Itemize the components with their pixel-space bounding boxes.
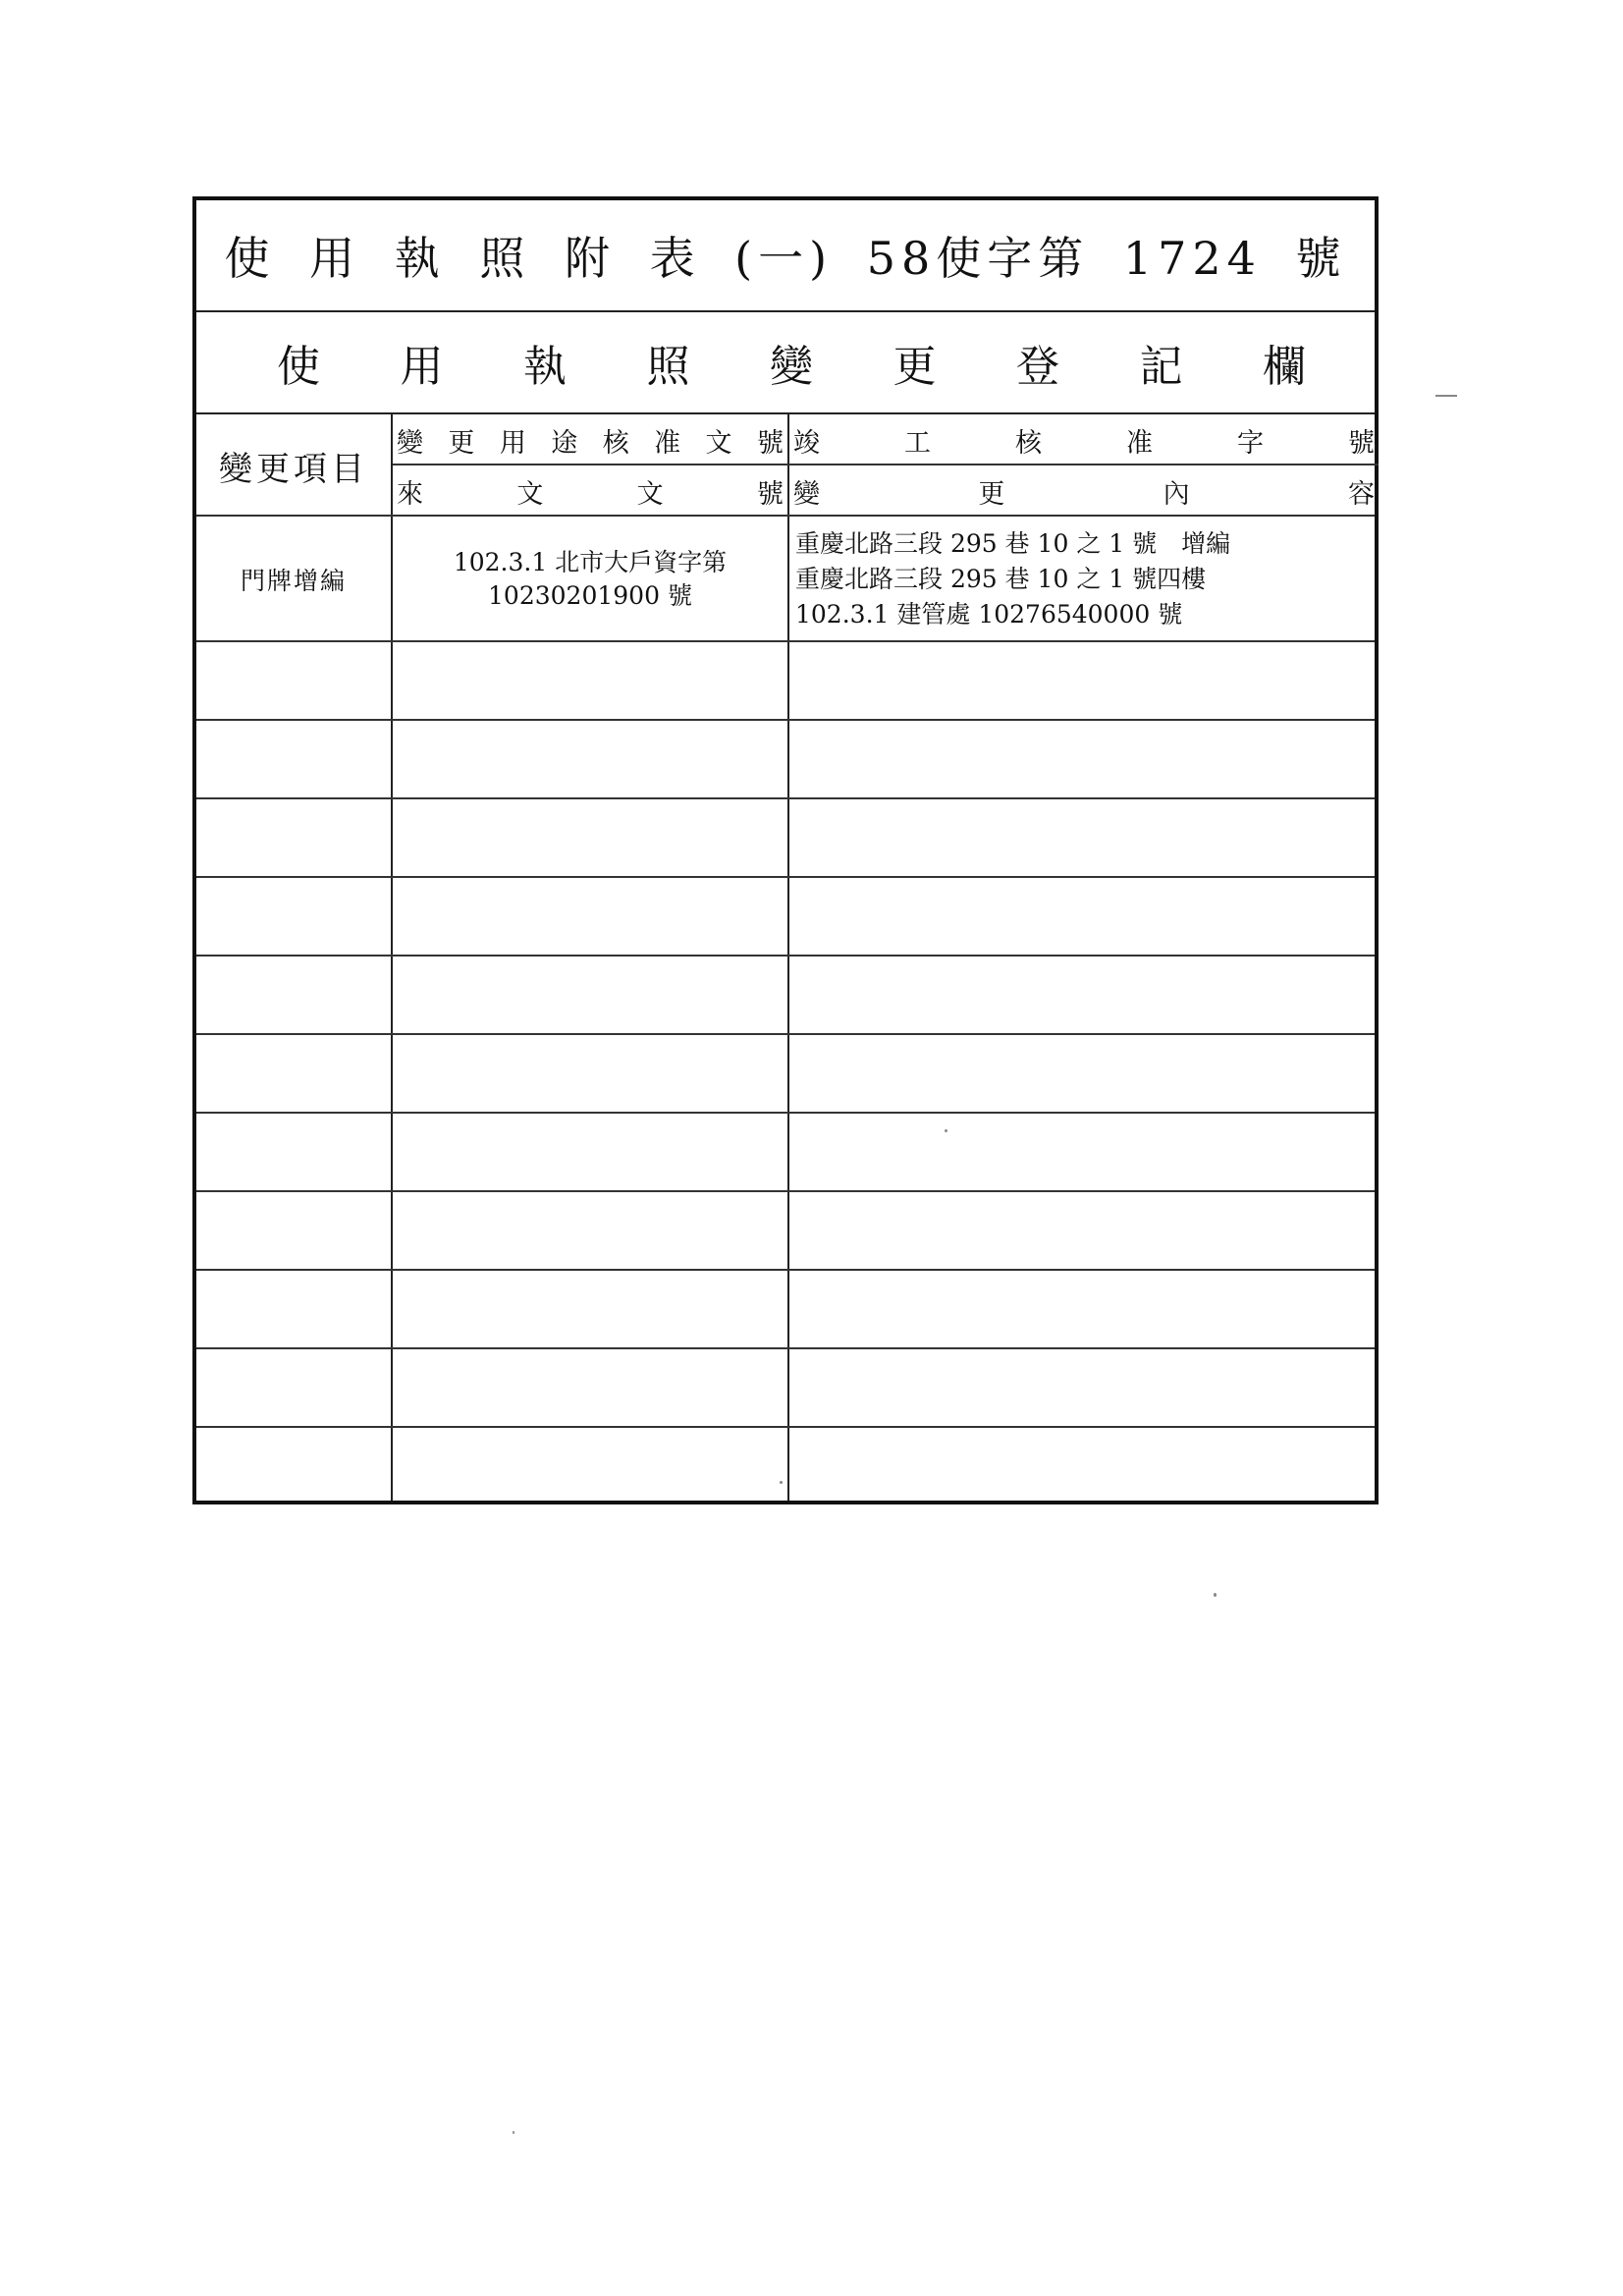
subtitle-char: 用 [400,342,444,392]
header-char: 來 [397,478,423,510]
table-row-doc-number [393,517,787,642]
subtitle-char: 執 [523,342,567,392]
header-split-rule [393,464,1379,465]
header-char: 容 [1347,478,1375,510]
header-change-content [789,465,1379,517]
row-rule [196,876,1375,878]
scan-speck [945,1129,947,1132]
row-rule [196,1112,1375,1114]
header-char: 更 [978,478,1005,510]
scan-speck [513,2131,514,2134]
subtitle-char: 記 [1139,342,1183,392]
row-rule [196,955,1375,957]
doc-line: 102.3.1 北市大戶資字第 [453,548,728,576]
header-char: 核 [1015,427,1042,459]
header-char: 更 [448,427,475,459]
table-row-item: 門牌增編 [240,567,347,595]
header-char: 號 [756,478,784,510]
row-rule [196,1347,1375,1349]
scan-speck [780,1481,783,1484]
subtitle-char: 照 [646,342,690,392]
content-line: 重慶北路三段 295 巷 10 之 1 號 增編 [795,529,1231,558]
scan-speck [1214,1593,1217,1597]
row-rule [196,640,1375,642]
row-rule [196,797,1375,799]
header-approval-doc-number [393,414,787,465]
header-completion-approval-number [789,414,1379,465]
header-char: 變 [397,427,423,459]
row-rule [196,719,1375,721]
header-char: 字 [1237,427,1264,459]
content-line: 重慶北路三段 295 巷 10 之 1 號四樓 [795,565,1207,593]
header-char: 號 [756,427,784,459]
form-title: 使 用 執 照 附 表 (一) 58使字第 1724 號 [224,232,1347,285]
doc-line: 10230201900 號 [488,581,692,610]
row-rule [196,1426,1375,1428]
header-char: 用 [499,427,526,459]
header-char: 內 [1163,478,1190,510]
form-subtitle-row [196,312,1375,414]
subtitle-char: 更 [893,342,937,392]
usage-permit-change-form [192,196,1379,1504]
header-char: 准 [654,427,681,459]
header-incoming-doc-number [393,465,787,517]
header-char: 途 [551,427,578,459]
header-char: 號 [1348,427,1375,459]
subtitle-char: 登 [1016,342,1059,392]
header-char: 竣 [793,427,820,459]
header-char: 核 [602,427,629,459]
header-change-item: 變更項目 [219,449,368,489]
header-char: 准 [1126,427,1153,459]
header-char: 文 [636,478,664,510]
row-rule [196,1269,1375,1271]
header-char: 工 [904,427,931,459]
subtitle-char: 變 [770,342,813,392]
scan-mark [1435,395,1457,397]
header-char: 文 [516,478,544,510]
header-char: 文 [705,427,732,459]
content-line: 102.3.1 建管處 10276540000 號 [795,600,1183,629]
form-title-row [196,200,1375,312]
subtitle-char: 使 [277,342,320,392]
row-rule [196,1190,1375,1192]
subtitle-char: 欄 [1263,342,1306,392]
header-char: 變 [793,478,820,510]
table-row-content [789,517,1379,642]
row-rule [196,1033,1375,1035]
